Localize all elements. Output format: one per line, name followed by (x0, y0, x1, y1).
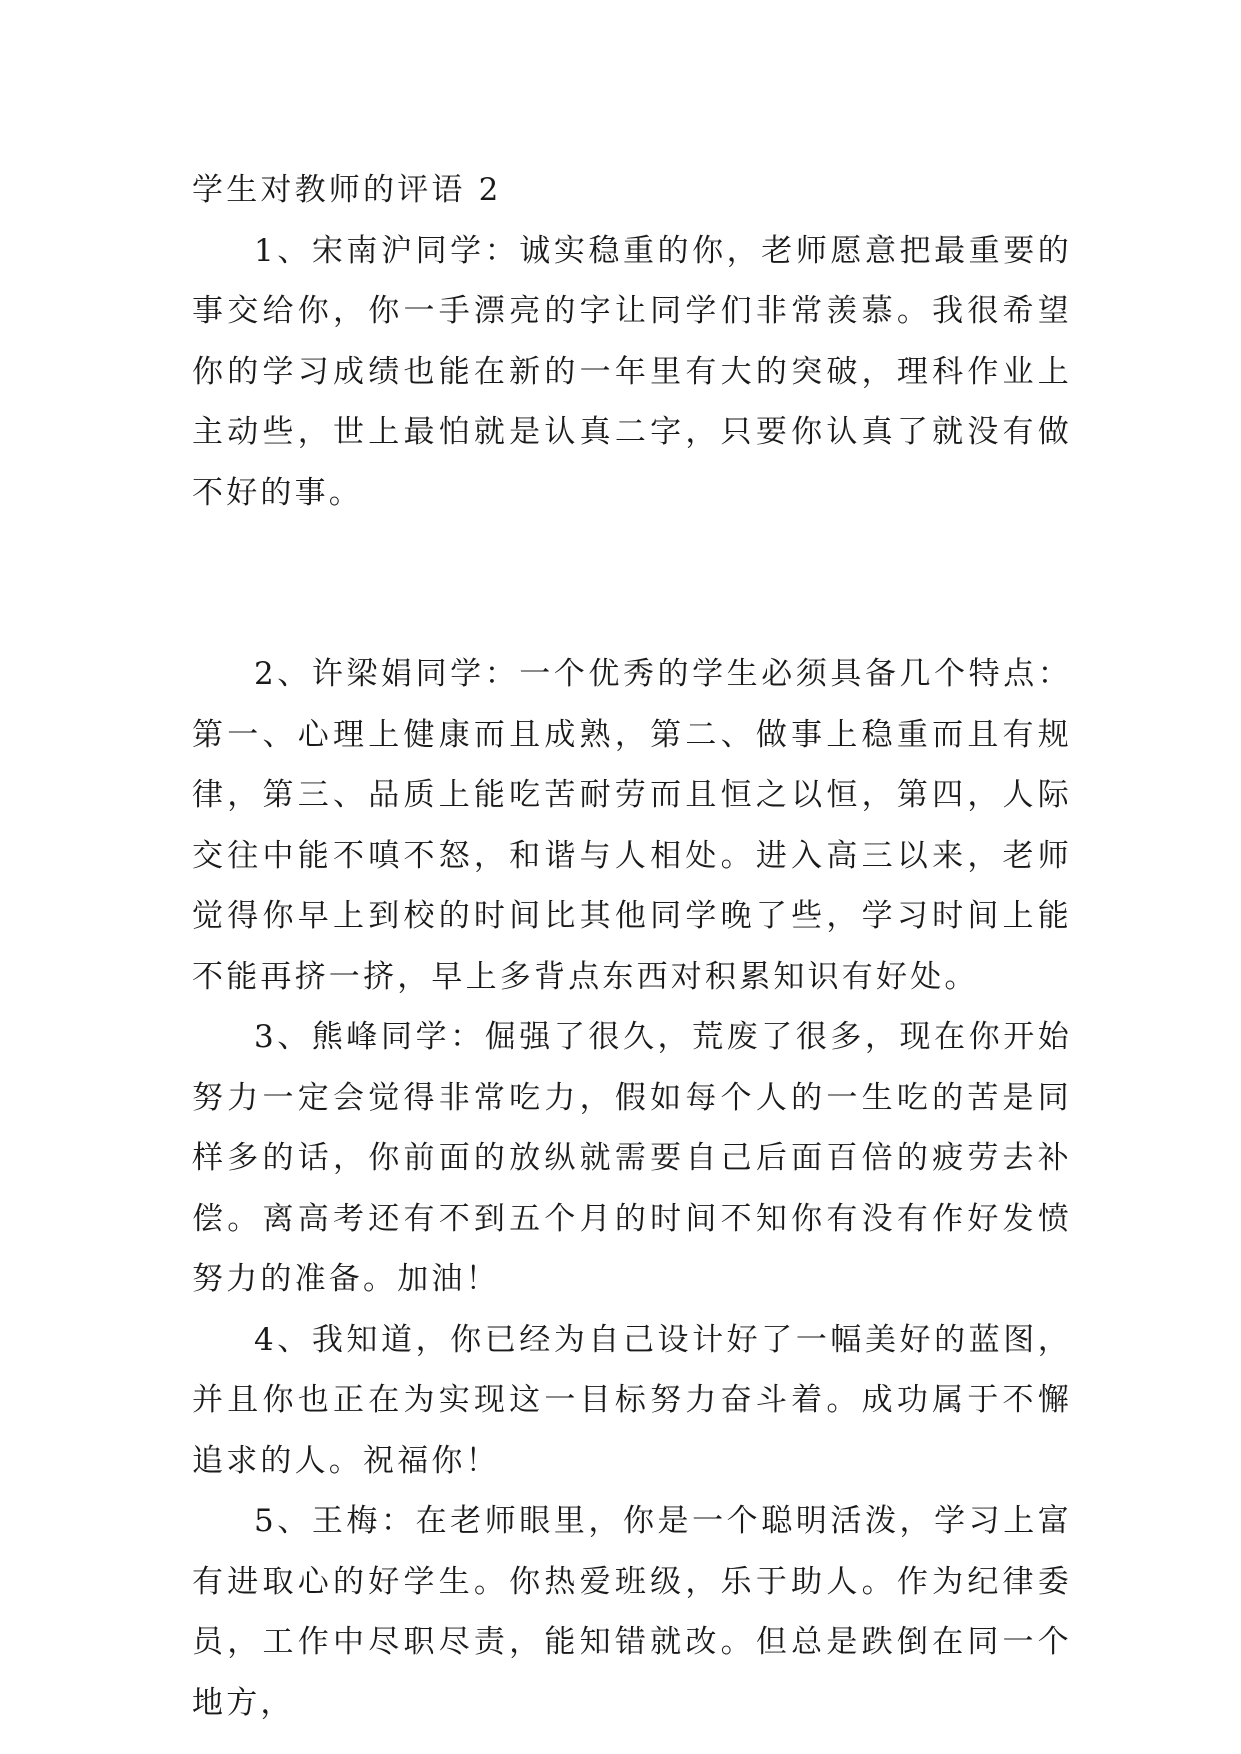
paragraph-spacer (192, 523, 1072, 644)
document-body (192, 160, 1072, 1733)
paragraph-1: 1、宋南沪同学：诚实稳重的你，老师愿意把最重要的事交给你，你一手漂亮的字让同学们非常羡慕。我很希望你的学习成绩也能在新的一年里有大的突破，理科作业上主动些，世上最怕就是认真二字，只要你认真了就没有做不好的事。 (192, 232, 1072, 511)
paragraph-5: 5、王梅：在老师眼里，你是一个聪明活泼，学习上富有进取心的好学生。你热爱班级，乐于助人。作为纪律委员，工作中尽职尽责，能知错就改。但总是跌倒在同一个地方， (192, 1503, 1072, 1721)
paragraph-4: 4、我知道，你已经为自己设计好了一幅美好的蓝图，并且你也正在为实现这一目标努力奋斗着。成功属于不懈追求的人。祝福你！ (192, 1321, 1072, 1479)
paragraph-3: 3、熊峰同学：倔强了很久，荒废了很多，现在你开始努力一定会觉得非常吃力，假如每个人的一生吃的苦是同样多的话，你前面的放纵就需要自己后面百倍的疲劳去补偿。离高考还有不到五个月的时间不知你有没有作好发愤努力的准备。加油！ (192, 1019, 1072, 1297)
document-title: 学生对教师的评语 2 (192, 172, 502, 208)
paragraph-2: 2、许梁娟同学：一个优秀的学生必须具备几个特点：第一、心理上健康而且成熟，第二、做事上稳重而且有规律，第三、品质上能吃苦耐劳而且恒之以恒，第四，人际交往中能不嗔不怒，和谐与人相处。进入高三以来，老师觉得你早上到校的时间比其他同学晚了些，学习时间上能不能再挤一挤，早上多背点东西对积累知识有好处。 (192, 656, 1072, 995)
